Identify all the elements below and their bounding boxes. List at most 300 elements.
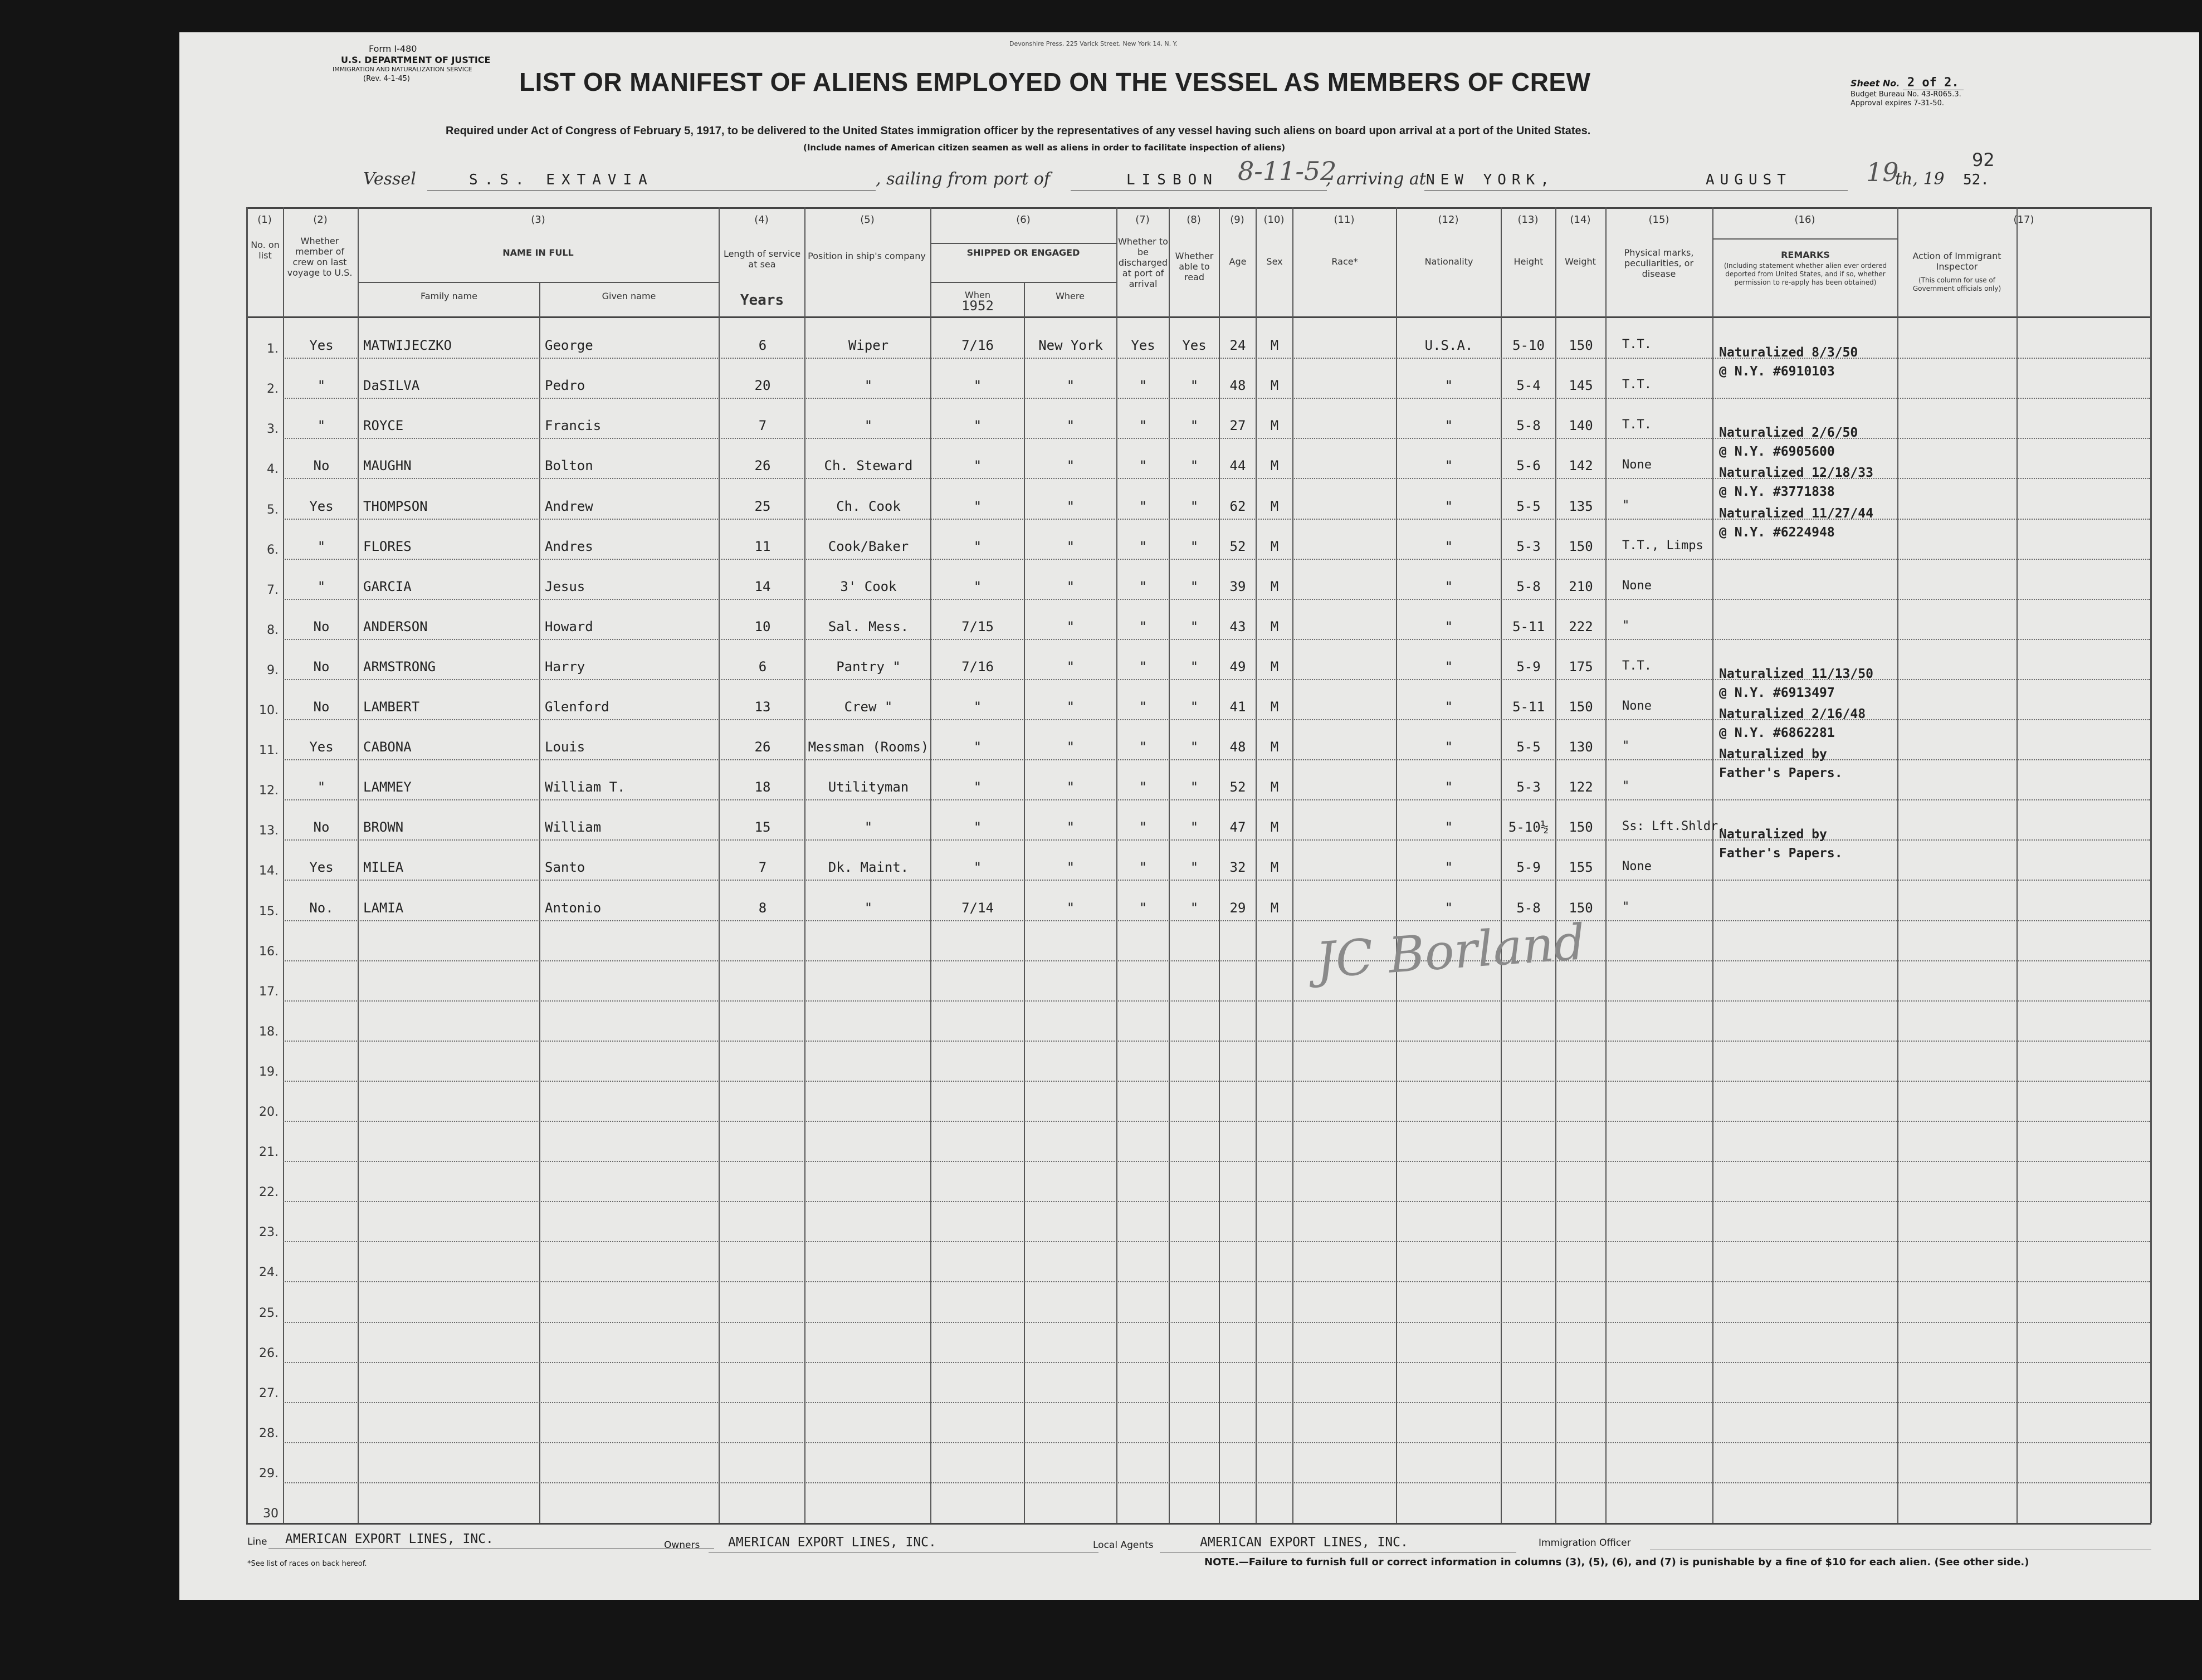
cell-height: 5-11 (1512, 699, 1545, 715)
header-nationality: Nationality (1424, 256, 1473, 267)
header-inspector-note: (This column for use of Government officials only) (1912, 276, 2001, 292)
header-position: Position in ship's company (808, 251, 926, 261)
cell-height: 5-11 (1512, 619, 1545, 634)
column-divider (804, 207, 805, 1523)
row-number: 8. (267, 623, 279, 637)
cell-prev: No (313, 819, 330, 835)
cell-years: 25 (754, 499, 771, 514)
cell-given: Harry (545, 659, 585, 675)
sheet-label: Sheet No. (1851, 78, 1900, 89)
vessel-name: S.S. EXTAVIA (469, 172, 654, 188)
cell-age: 52 (1229, 539, 1246, 554)
cell-family: ARMSTRONG (363, 659, 436, 675)
row-number: 17. (259, 985, 279, 999)
remarks-title-line (1713, 238, 1897, 240)
cell-family: ROYCE (363, 418, 404, 433)
cell-given: Andrew (545, 499, 593, 514)
row-number: 28. (259, 1427, 279, 1440)
cell-sex: M (1270, 739, 1279, 755)
column-number: (17) (2013, 214, 2034, 226)
cell-when: " (973, 378, 982, 393)
footer-races-note: *See list of races on back hereof. (247, 1560, 367, 1568)
remark-line: @ N.Y. #3771838 (1719, 485, 1835, 499)
row-divider (283, 1482, 2150, 1483)
manifest-document (179, 32, 2199, 1600)
cell-where: " (1066, 900, 1075, 916)
cell-family: LAMIA (363, 900, 404, 916)
cell-given: Louis (545, 739, 585, 755)
remark-line: @ N.Y. #6910103 (1719, 364, 1835, 379)
cell-height: 5-6 (1516, 458, 1541, 473)
cell-when: " (973, 699, 982, 715)
cell-weight: 135 (1569, 499, 1593, 514)
sailing-port: LISBON (1126, 172, 1219, 188)
cell-when: " (973, 819, 982, 835)
row-number: 7. (267, 583, 279, 597)
remark-line: Naturalized 2/6/50 (1719, 426, 1858, 440)
cell-when: " (973, 499, 982, 514)
cell-disch: Yes (1131, 338, 1155, 353)
row-number: 3. (267, 422, 279, 436)
remark-line: Naturalized 12/18/33 (1719, 466, 1873, 480)
cell-prev: No. (309, 900, 334, 916)
column-divider (719, 207, 720, 1523)
handwritten-date: 8-11-52 (1238, 156, 1337, 186)
cell-years: 26 (754, 739, 771, 755)
cell-prev: No (313, 699, 330, 715)
row-number: 9. (267, 663, 279, 677)
cell-prev: " (317, 579, 326, 594)
table-side-border (2150, 207, 2152, 1523)
row-number: 21. (259, 1145, 279, 1159)
cell-height: 5-4 (1516, 378, 1541, 393)
remark-line: @ N.Y. #6913497 (1719, 686, 1835, 700)
column-number: (11) (1334, 214, 1355, 226)
cell-position: " (864, 900, 873, 916)
cell-disch: " (1139, 539, 1148, 554)
row-divider (283, 799, 2150, 800)
row-number: 25. (259, 1306, 279, 1320)
cell-years: 7 (758, 859, 767, 875)
cell-read: " (1190, 418, 1199, 433)
cell-weight: 130 (1569, 739, 1593, 755)
row-number: 1. (267, 342, 279, 356)
footer-agents-label: Local Agents (1093, 1540, 1154, 1551)
cell-marks: None (1622, 579, 1652, 593)
cell-position: Messman (Rooms) (808, 739, 929, 755)
cell-disch: " (1139, 819, 1148, 835)
inspector-signature: JC Borland (1314, 913, 1587, 989)
row-divider (283, 759, 2150, 760)
cell-given: Pedro (545, 378, 585, 393)
cell-read: " (1190, 699, 1199, 715)
cell-marks: Ss: Lft.Shldr. (1622, 819, 1726, 833)
cell-given: Andres (545, 539, 593, 554)
cell-years: 20 (754, 378, 771, 393)
column-number: (10) (1263, 214, 1285, 226)
cell-nationality: U.S.A. (1424, 338, 1473, 353)
row-divider (283, 1161, 2150, 1162)
form-service: IMMIGRATION AND NATURALIZATION SERVICE (333, 66, 472, 73)
row-divider (283, 1362, 2150, 1363)
cell-when: 7/16 (961, 659, 994, 675)
header-shipped-engaged: SHIPPED OR ENGAGED (966, 247, 1080, 258)
header-remarks-note: (Including statement whether alien ever ordered deported from United States, and if so, whether permission to re-apply has been obtained) (1723, 262, 1887, 286)
cell-given: Santo (545, 859, 585, 875)
cell-read: " (1190, 779, 1199, 795)
cell-read: " (1190, 900, 1199, 916)
header-height: Height (1513, 256, 1544, 267)
cell-when: " (973, 458, 982, 473)
footer-officer-label: Immigration Officer (1539, 1537, 1631, 1549)
cell-age: 41 (1229, 699, 1246, 715)
sheet-number (1851, 76, 1964, 90)
cell-weight: 175 (1569, 659, 1593, 675)
header-discharged: Whether to be discharged at port of arrival (1118, 236, 1168, 289)
row-number: 14. (259, 864, 279, 878)
column-number: (1) (257, 214, 272, 226)
document-title: LIST OR MANIFEST OF ALIENS EMPLOYED ON THE VESSEL AS MEMBERS OF CREW (519, 67, 1591, 96)
cell-sex: M (1270, 338, 1279, 353)
sheet-value: 2 of 2. (1903, 76, 1964, 90)
cell-sex: M (1270, 779, 1279, 795)
header-where: Where (1056, 291, 1085, 301)
cell-years: 6 (758, 659, 767, 675)
cell-where: " (1066, 378, 1075, 393)
row-divider (283, 358, 2150, 359)
cell-when: " (973, 779, 982, 795)
printer-line: Devonshire Press, 225 Varick Street, New York 14, N. Y. (1009, 40, 1178, 47)
cell-where: " (1066, 499, 1075, 514)
cell-weight: 145 (1569, 378, 1593, 393)
row-number: 13. (259, 824, 279, 838)
cell-sex: M (1270, 819, 1279, 835)
cell-where: " (1066, 619, 1075, 634)
cell-weight: 155 (1569, 859, 1593, 875)
column-divider (2017, 207, 2018, 1523)
cell-weight: 150 (1569, 539, 1593, 554)
table-top-border (246, 207, 2151, 209)
cell-prev: Yes (309, 739, 334, 755)
cell-marks: T.T. (1622, 659, 1652, 673)
cell-position: Pantry " (836, 659, 901, 675)
column-number: (2) (313, 214, 328, 226)
cell-sex: M (1270, 900, 1279, 916)
cell-position: " (864, 418, 873, 433)
cell-disch: " (1139, 458, 1148, 473)
cell-read: " (1190, 579, 1199, 594)
column-number: (12) (1438, 214, 1459, 226)
column-divider (539, 282, 540, 1523)
cell-age: 32 (1229, 859, 1246, 875)
table-bottom-border (246, 1523, 2151, 1525)
cell-nationality: " (1444, 900, 1453, 916)
column-number: (15) (1648, 214, 1669, 226)
vessel-label: Vessel (363, 169, 416, 189)
th-label: th, 19 (1895, 169, 1945, 189)
cell-age: 43 (1229, 619, 1246, 634)
cell-height: 5-3 (1516, 539, 1541, 554)
header-race: Race* (1331, 256, 1358, 267)
cell-family: LAMMEY (363, 779, 412, 795)
cell-nationality: " (1444, 499, 1453, 514)
cell-given: George (545, 338, 593, 353)
cell-marks: " (1622, 739, 1630, 753)
row-number: 11. (259, 744, 279, 758)
cell-where: " (1066, 539, 1075, 554)
cell-nationality: " (1444, 418, 1453, 433)
footer-owners-label: Owners (664, 1540, 700, 1551)
cell-marks: " (1622, 499, 1630, 512)
cell-years: 26 (754, 458, 771, 473)
row-divider (283, 1201, 2150, 1202)
cell-when: 7/15 (961, 619, 994, 634)
row-divider (283, 559, 2150, 560)
footer-fine-note: NOTE.—Failure to furnish full or correct information in columns (3), (5), (6), and (7) is punishable by a fine of $10 for each alien. (See other side.) (1204, 1556, 2029, 1568)
header-inspector-action: Action of Immigrant Inspector (1912, 251, 2001, 272)
cell-given: Antonio (545, 900, 602, 916)
footer-line-label: Line (247, 1536, 267, 1547)
cell-read: " (1190, 739, 1199, 755)
header-when-year: 1952 (961, 298, 994, 314)
cell-sex: M (1270, 378, 1279, 393)
cell-height: 5-5 (1516, 499, 1541, 514)
cell-marks: T.T. (1622, 338, 1652, 351)
cell-sex: M (1270, 458, 1279, 473)
cell-position: Ch. Cook (836, 499, 901, 514)
arriving-label: , arriving at (1326, 169, 1426, 189)
header-weight: Weight (1565, 256, 1596, 267)
cell-family: MILEA (363, 859, 404, 875)
form-revision: (Rev. 4-1-45) (363, 75, 411, 83)
row-number: 23. (259, 1225, 279, 1239)
cell-family: THOMPSON (363, 499, 428, 514)
cell-weight: 210 (1569, 579, 1593, 594)
cell-marks: None (1622, 699, 1652, 713)
header-sex: Sex (1266, 256, 1283, 267)
column-number: (14) (1570, 214, 1591, 226)
header-name-in-full: NAME IN FULL (502, 247, 574, 258)
cell-marks: None (1622, 859, 1652, 873)
cell-years: 11 (754, 539, 771, 554)
cell-marks: " (1622, 779, 1630, 793)
row-number: 26. (259, 1346, 279, 1360)
cell-years: 10 (754, 619, 771, 634)
cell-disch: " (1139, 739, 1148, 755)
column-number: (4) (754, 214, 769, 226)
cell-age: 49 (1229, 659, 1246, 675)
row-divider (283, 920, 2150, 921)
cell-marks: T.T., Limps (1622, 539, 1703, 553)
cell-read: Yes (1182, 338, 1207, 353)
cell-disch: " (1139, 418, 1148, 433)
cell-position: Utilityman (828, 779, 909, 795)
budget-bureau: Budget Bureau No. 43-R065.3. (1851, 90, 1961, 99)
remark-line: Naturalized by (1719, 827, 1827, 842)
row-number: 10. (259, 704, 279, 717)
footer-line-value: AMERICAN EXPORT LINES, INC. (285, 1532, 494, 1546)
cell-height: 5-5 (1516, 739, 1541, 755)
row-number: 19. (259, 1065, 279, 1079)
cell-prev: No (313, 659, 330, 675)
row-divider (283, 639, 2150, 640)
remark-line: Naturalized 11/27/44 (1719, 506, 1873, 521)
cell-nationality: " (1444, 859, 1453, 875)
cell-prev: " (317, 418, 326, 433)
cell-family: ANDERSON (363, 619, 428, 634)
cell-age: 39 (1229, 579, 1246, 594)
cell-marks: " (1622, 900, 1630, 914)
row-number: 22. (259, 1185, 279, 1199)
cell-position: Wiper (848, 338, 889, 353)
cell-height: 5-8 (1516, 418, 1541, 433)
column-divider (1897, 207, 1898, 1523)
arriving-port: NEW YORK, (1426, 172, 1555, 188)
cell-disch: " (1139, 619, 1148, 634)
cell-prev: Yes (309, 499, 334, 514)
footer-owners-value: AMERICAN EXPORT LINES, INC. (728, 1535, 936, 1550)
column-number: (9) (1230, 214, 1244, 226)
row-number: 5. (267, 503, 279, 517)
cell-position: Sal. Mess. (828, 619, 909, 634)
column-divider (1605, 207, 1607, 1523)
cell-position: " (864, 378, 873, 393)
row-number: 30 (263, 1507, 279, 1521)
cell-weight: 150 (1569, 338, 1593, 353)
cell-position: " (864, 819, 873, 835)
row-divider (283, 719, 2150, 720)
column-number: (16) (1794, 214, 1815, 226)
cell-weight: 222 (1569, 619, 1593, 634)
cell-nationality: " (1444, 579, 1453, 594)
cell-family: MATWIJECZKO (363, 338, 452, 353)
cell-height: 5-10 (1512, 338, 1545, 353)
cell-prev: Yes (309, 859, 334, 875)
cell-age: 27 (1229, 418, 1246, 433)
row-number: 20. (259, 1105, 279, 1119)
cell-nationality: " (1444, 699, 1453, 715)
cell-read: " (1190, 458, 1199, 473)
cell-marks: T.T. (1622, 378, 1652, 392)
cell-sex: M (1270, 859, 1279, 875)
cell-height: 5-9 (1516, 859, 1541, 875)
cell-disch: " (1139, 378, 1148, 393)
cell-height: 5-3 (1516, 779, 1541, 795)
cell-sex: M (1270, 539, 1279, 554)
document-subtitle: Required under Act of Congress of February 5, 1917, to be delivered to the United States immigration officer by the representatives of any vessel having such aliens on board upon arrival at a port of the United States. (446, 125, 1591, 137)
row-number: 29. (259, 1467, 279, 1481)
cell-family: MAUGHN (363, 458, 412, 473)
row-number: 24. (259, 1266, 279, 1279)
cell-where: " (1066, 819, 1075, 835)
row-divider (283, 398, 2150, 399)
cell-when: " (973, 418, 982, 433)
row-divider (283, 1041, 2150, 1042)
cell-position: 3' Cook (840, 579, 897, 594)
header-age: Age (1229, 256, 1247, 267)
cell-family: LAMBERT (363, 699, 420, 715)
header-no-on-list: No. on list (251, 240, 280, 261)
cell-age: 48 (1229, 739, 1246, 755)
column-divider (1292, 207, 1293, 1523)
header-length-service: Length of service at sea (723, 248, 801, 270)
row-number: 2. (267, 382, 279, 396)
shipped-subheader-line (930, 282, 1116, 283)
cell-where: " (1066, 659, 1075, 675)
cell-disch: " (1139, 659, 1148, 675)
cell-height: 5-9 (1516, 659, 1541, 675)
cell-when: 7/16 (961, 338, 994, 353)
cell-position: Ch. Steward (824, 458, 913, 473)
cell-nationality: " (1444, 458, 1453, 473)
row-divider (283, 1281, 2150, 1282)
row-divider (283, 1081, 2150, 1082)
cell-height: 5-10½ (1508, 819, 1549, 835)
column-number: (8) (1187, 214, 1201, 226)
cell-age: 62 (1229, 499, 1246, 514)
cell-disch: " (1139, 499, 1148, 514)
cell-read: " (1190, 499, 1199, 514)
cell-sex: M (1270, 579, 1279, 594)
row-divider (283, 839, 2150, 841)
remark-line: @ N.Y. #6224948 (1719, 525, 1835, 540)
cell-given: William T. (545, 779, 626, 795)
row-divider (283, 960, 2150, 961)
column-number: (5) (860, 214, 875, 226)
cell-family: CABONA (363, 739, 412, 755)
remark-line: Father's Papers. (1719, 846, 1843, 861)
header-given-name: Given name (602, 291, 656, 301)
cell-nationality: " (1444, 819, 1453, 835)
cell-marks: T.T. (1622, 418, 1652, 432)
cell-read: " (1190, 859, 1199, 875)
row-number: 12. (259, 784, 279, 798)
cell-weight: 140 (1569, 418, 1593, 433)
cell-family: BROWN (363, 819, 404, 835)
remark-line: Naturalized 8/3/50 (1719, 345, 1858, 360)
cell-sex: M (1270, 659, 1279, 675)
column-number: (6) (1016, 214, 1031, 226)
cell-position: Crew " (844, 699, 893, 715)
header-family-name: Family name (421, 291, 477, 301)
cell-sex: M (1270, 418, 1279, 433)
cell-read: " (1190, 819, 1199, 835)
cell-prev: Yes (309, 338, 334, 353)
approval-expires: Approval expires 7-31-50. (1851, 99, 1944, 108)
cell-weight: 150 (1569, 819, 1593, 835)
row-divider (283, 599, 2150, 600)
cell-height: 5-8 (1516, 579, 1541, 594)
cell-where: " (1066, 699, 1075, 715)
arrival-year: 52. (1963, 172, 1989, 188)
cell-nationality: " (1444, 378, 1453, 393)
row-divider (283, 1442, 2150, 1443)
cell-years: 13 (754, 699, 771, 715)
cell-age: 44 (1229, 458, 1246, 473)
header-remarks: REMARKS (1781, 250, 1830, 260)
cell-given: Howard (545, 619, 593, 634)
row-number: 16. (259, 945, 279, 959)
cell-sex: M (1270, 699, 1279, 715)
cell-years: 6 (758, 338, 767, 353)
row-divider (283, 1402, 2150, 1403)
cell-where: " (1066, 458, 1075, 473)
cell-nationality: " (1444, 619, 1453, 634)
cell-weight: 150 (1569, 900, 1593, 916)
cell-age: 52 (1229, 779, 1246, 795)
cell-where: " (1066, 739, 1075, 755)
cell-read: " (1190, 378, 1199, 393)
